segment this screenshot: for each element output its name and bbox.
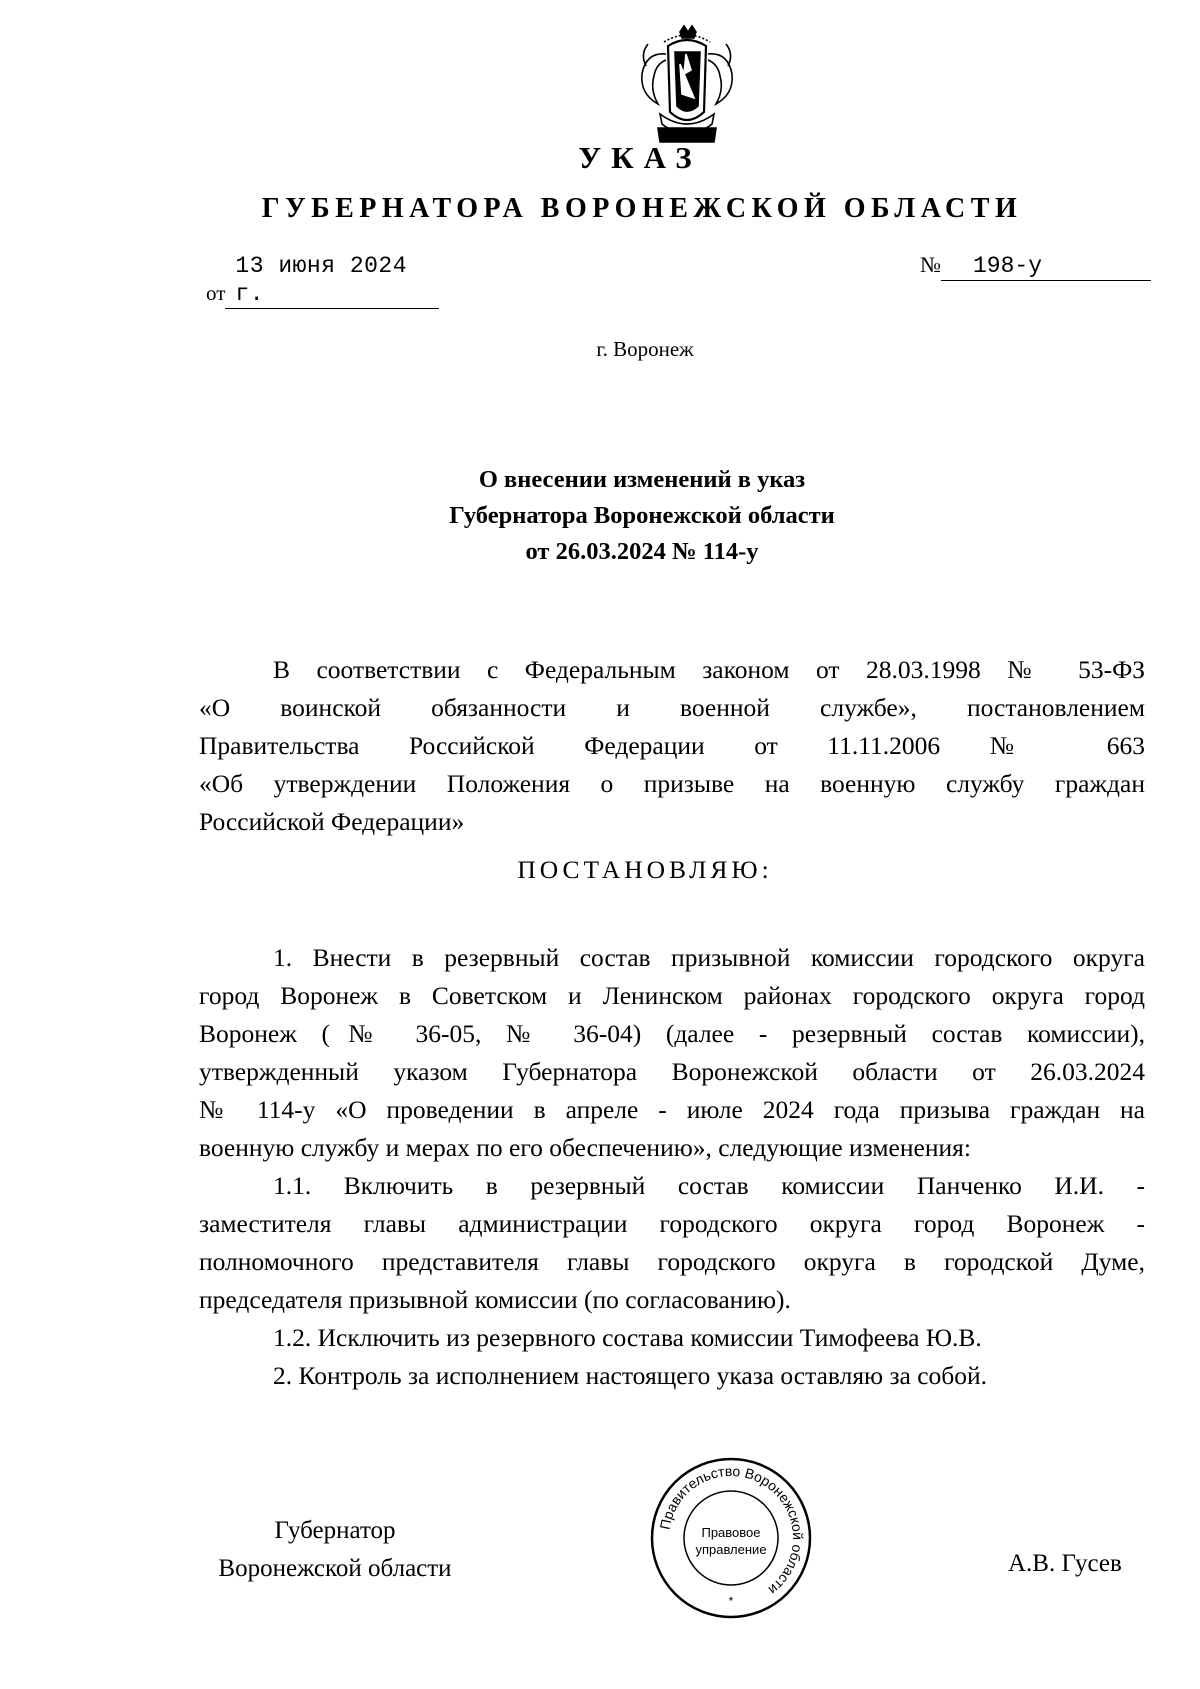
text-line: Воронеж (№ 36-05, № 36-04) (далее - резервный состав комиссии), bbox=[199, 1019, 1145, 1048]
title-line: от 26.03.2024 № 114-у bbox=[525, 538, 759, 565]
text-line: Правительства Российской Федерации от 11.11.2006 № 663 bbox=[199, 731, 1145, 760]
decree-date bbox=[206, 252, 439, 309]
text-line: № 114-у «О проведении в апреле - июле 2024 года призыва граждан на bbox=[199, 1095, 1145, 1124]
text-line: «О воинской обязанности и военной службе», постановлением bbox=[199, 693, 1145, 722]
text-line: город Воронеж в Советском и Ленинском районах городского округа город bbox=[199, 981, 1145, 1010]
text-line: полномочного представителя главы городского округа в городской Думе, bbox=[199, 1247, 1145, 1276]
text-line: военную службу и мерах по его обеспечению», следующие изменения: bbox=[199, 1133, 971, 1162]
text-line: 2. Контроль за исполнением настоящего указа оставляю за собой. bbox=[273, 1361, 988, 1390]
stamp-center-line: управление bbox=[695, 1542, 767, 1557]
position-line: Воронежской области bbox=[218, 1555, 452, 1582]
city: г. Воронеж bbox=[596, 337, 694, 361]
title-line: О внесении изменений в указ bbox=[478, 466, 806, 493]
text-line: В соответствии с Федеральным законом от 28.03.1998 № 53-ФЗ bbox=[273, 655, 1145, 684]
decree-items bbox=[199, 939, 1145, 1395]
signatory-position bbox=[194, 1512, 476, 1588]
text-line: «Об утверждении Положения о призыве на военную службу граждан bbox=[199, 769, 1145, 798]
decree-number bbox=[920, 252, 1151, 281]
voronezh-coat-of-arms-icon bbox=[628, 24, 746, 154]
stamp-center-line: Правовое bbox=[701, 1525, 761, 1540]
decree-word: ПОСТАНОВЛЯЮ: bbox=[517, 855, 773, 884]
date-prefix: от bbox=[206, 281, 226, 305]
official-stamp-icon bbox=[648, 1455, 814, 1621]
text-line: Российской Федерации» bbox=[199, 807, 465, 836]
issuer-heading: ГУБЕРНАТОРА ВОРОНЕЖСКОЙ ОБЛАСТИ bbox=[261, 193, 1023, 224]
text-line: 1. Внести в резервный состав призывной комиссии городского округа bbox=[273, 943, 1145, 972]
stamp-star: * bbox=[728, 1594, 734, 1608]
signatory-name: А.В. Гусев bbox=[1008, 1550, 1122, 1577]
date-value: 13 июня 2024 г. bbox=[225, 252, 439, 309]
preamble-paragraph bbox=[199, 651, 1145, 841]
text-line: утвержденный указом Губернатора Воронежской области от 26.03.2024 bbox=[199, 1057, 1145, 1086]
text-line: 1.1. Включить в резервный состав комиссии Панченко И.И. - bbox=[273, 1171, 1145, 1200]
number-prefix: № bbox=[920, 252, 941, 277]
stamp-ring-text: Правительство Воронежской области bbox=[656, 1462, 807, 1599]
text-line: 1.2. Исключить из резервного состава комиссии Тимофеева Ю.В. bbox=[273, 1323, 982, 1352]
number-value: 198-у bbox=[941, 252, 1151, 281]
position-line: Губернатор bbox=[274, 1517, 396, 1544]
title-line: Губернатора Воронежской области bbox=[449, 502, 835, 529]
text-line: заместителя главы администрации городского округа город Воронеж - bbox=[199, 1209, 1145, 1238]
decree-heading: УКАЗ bbox=[578, 140, 702, 175]
text-line: председателя призывной комиссии (по согласованию). bbox=[199, 1285, 791, 1314]
document-title bbox=[0, 462, 1200, 570]
